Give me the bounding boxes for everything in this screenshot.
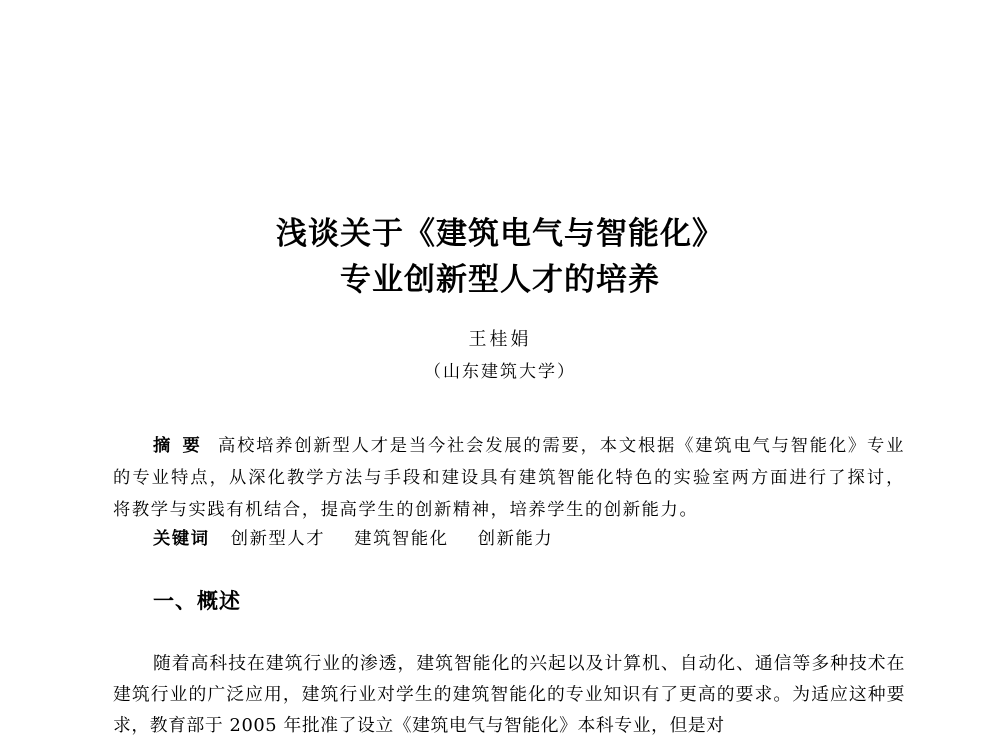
abstract-text: 高校培养创新型人才是当今社会发展的需要，本文根据《建筑电气与智能化》专业的专业特点，从深化教学方法与手段和建设具有建筑智能化特色的实验室两方面进行了探讨，将教学与实践有机结合，提高学生的创新精神，培养学生的创新能力。 <box>113 436 905 520</box>
section-paragraph: 随着高科技在建筑行业的渗透，建筑智能化的兴起以及计算机、自动化、通信等多种技术在建筑行业的广泛应用，建筑行业对学生的建筑智能化的专业知识有了更高的要求。为适应这种要求，教育部于 2005 年批准了设立《建筑电气与智能化》本科专业，但是对 <box>113 653 905 736</box>
keywords-label: 关键词 <box>153 529 210 549</box>
abstract-label: 摘要 <box>153 436 212 456</box>
keyword-item: 创新型人才 <box>230 529 326 549</box>
abstract-paragraph <box>113 430 905 526</box>
author-affiliation: （山东建筑大学） <box>424 362 576 382</box>
author-name: 王桂娟 <box>468 329 532 350</box>
keywords-line <box>153 525 575 553</box>
keyword-item: 创新能力 <box>477 529 554 549</box>
section-heading: 一、概述 <box>153 589 241 613</box>
keyword-item: 建筑智能化 <box>354 529 449 549</box>
paper-title-line-1: 浅谈关于《建筑电气与智能化》 <box>276 216 724 252</box>
paper-title-line-2: 专业创新型人才的培养 <box>340 262 660 298</box>
